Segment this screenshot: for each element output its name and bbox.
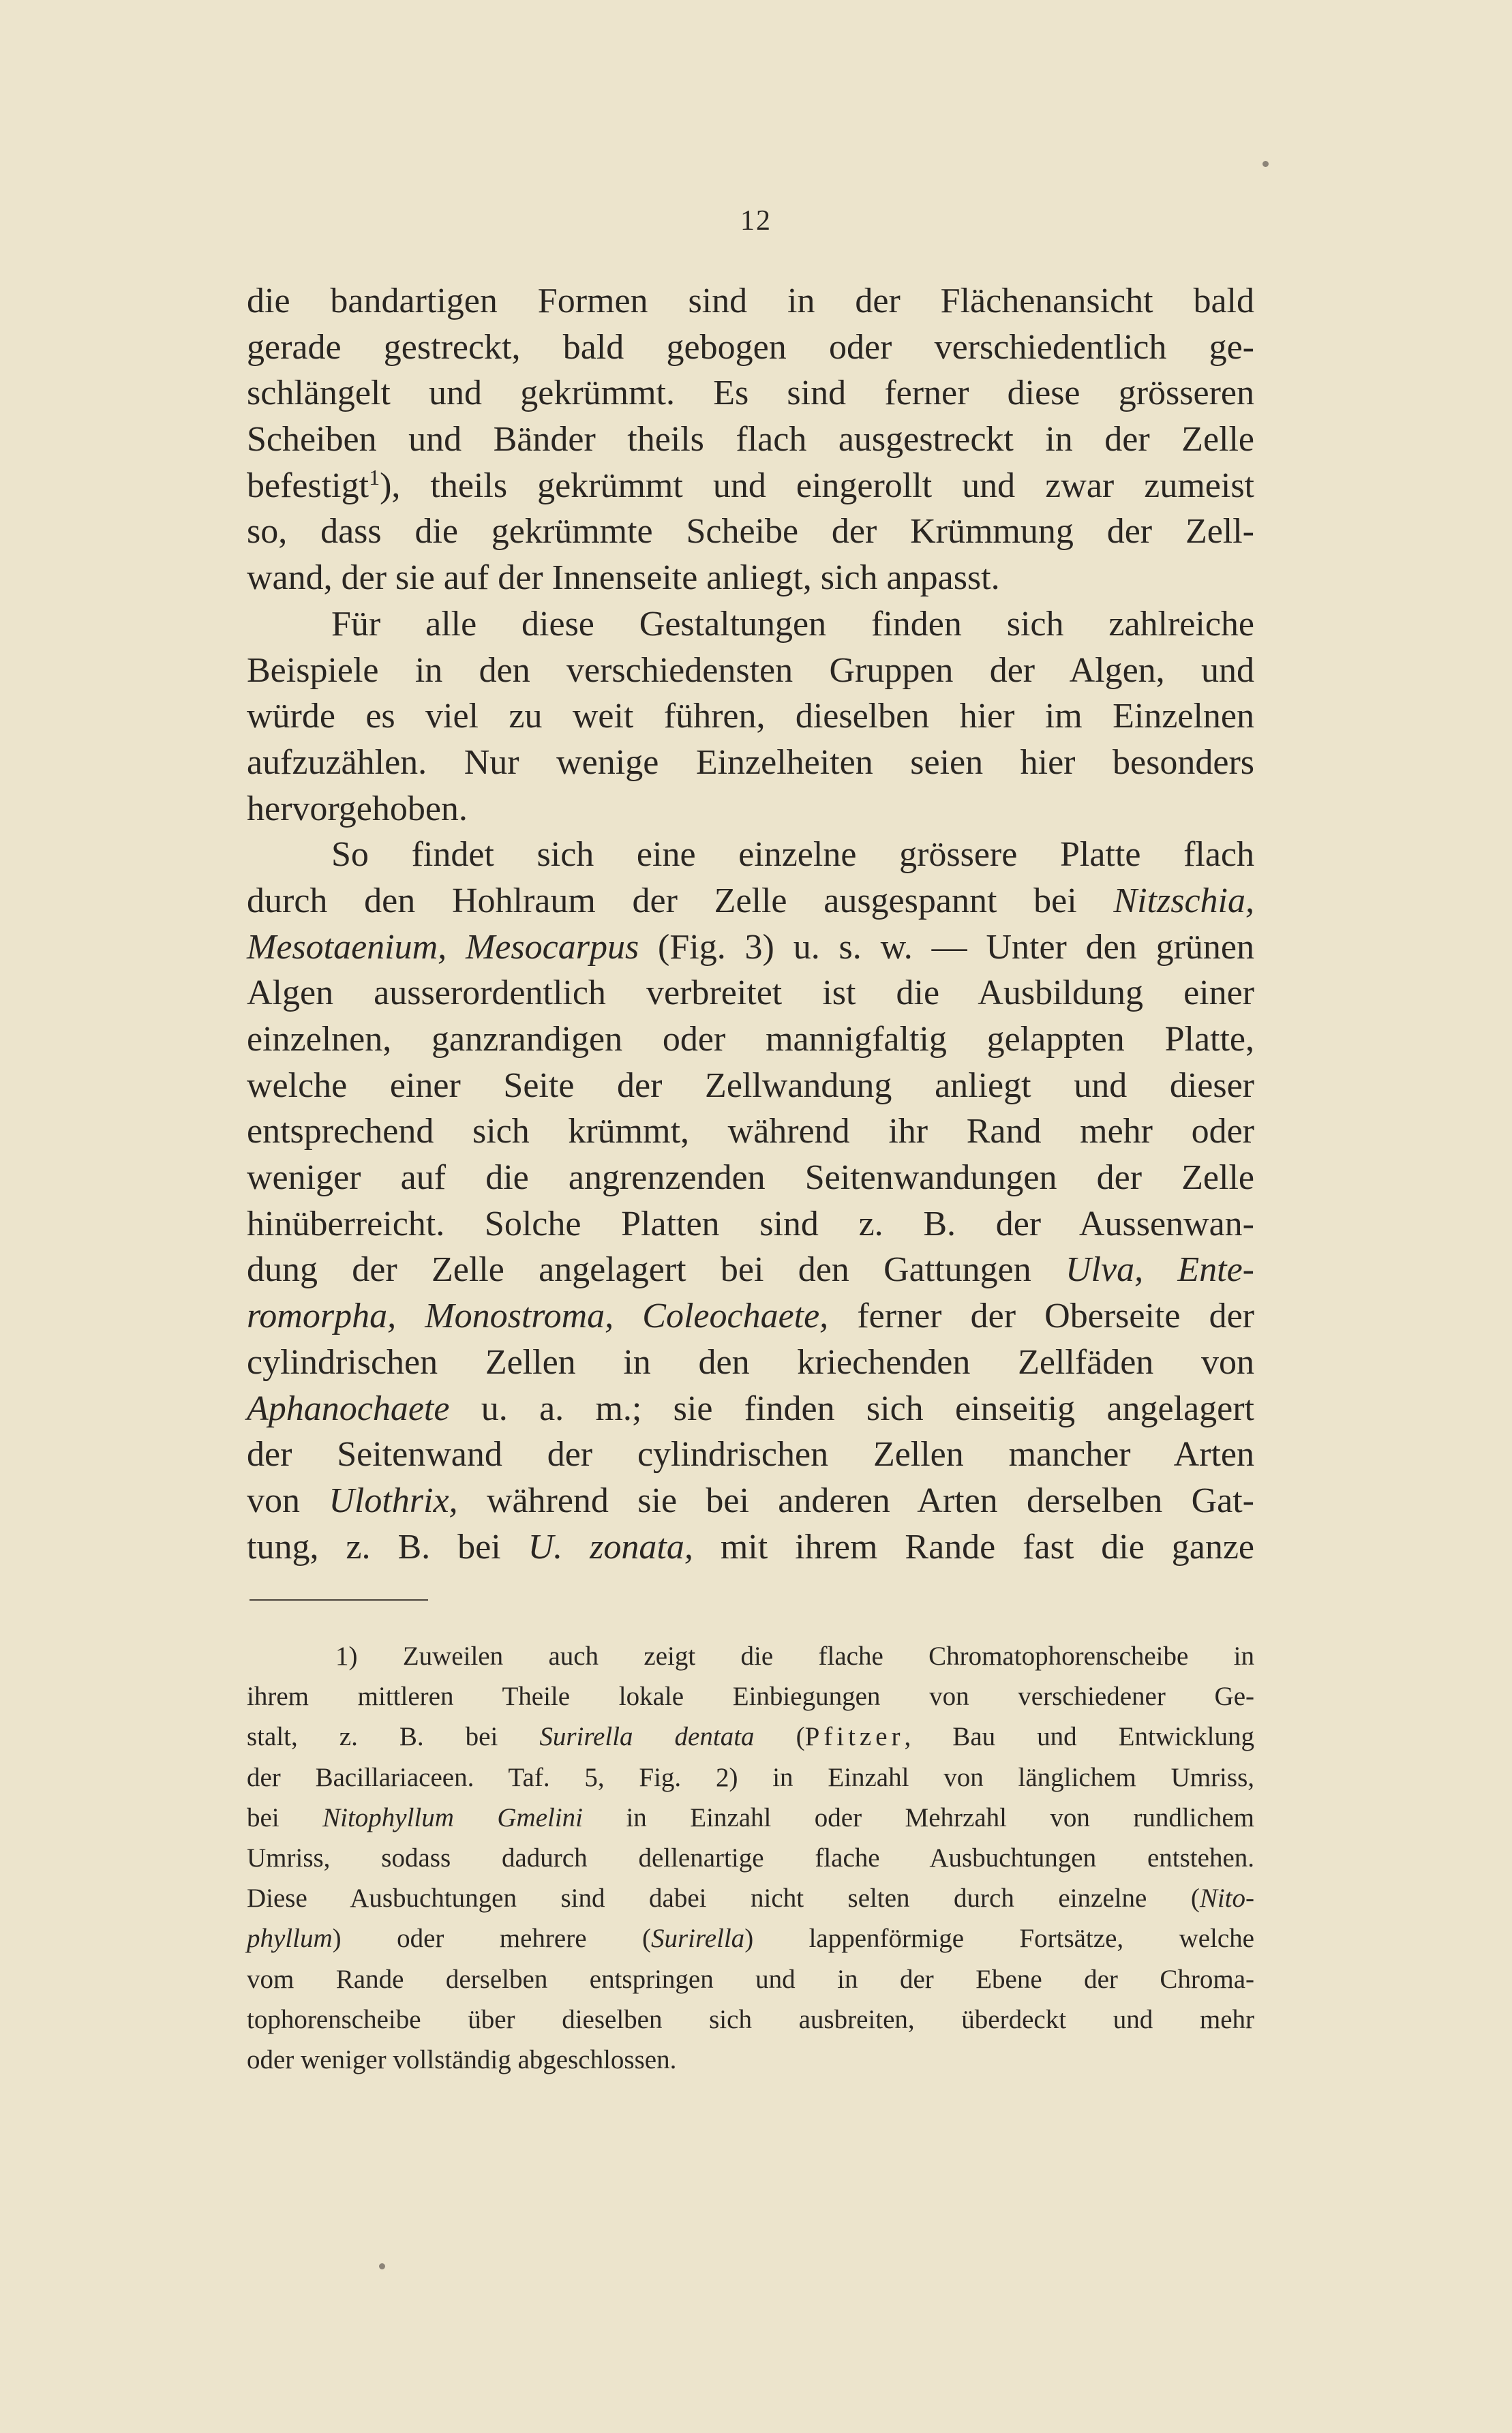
- text-line: Für alle diese Gestaltungen finden sich zahlreiche: [331, 604, 1254, 644]
- footnote: [247, 1636, 1254, 2080]
- text-line: hervorgehoben.: [247, 789, 468, 828]
- footnote-reference[interactable]: 1: [369, 464, 380, 489]
- text-fragment: (: [754, 1722, 805, 1752]
- genus-name: Ente-: [1143, 1250, 1254, 1290]
- text-fragment: stalt, z. B. bei: [247, 1722, 540, 1752]
- text-line: So findet sich eine einzelne grössere Platte flach: [331, 835, 1254, 875]
- text-line: [247, 1524, 1254, 1571]
- footnote-line: [247, 1878, 1254, 1918]
- footnote-divider: [250, 1599, 428, 1601]
- text-line: Scheiben und Bänder theils flach ausgestreckt in der Zelle: [247, 420, 1254, 459]
- body-text: [247, 278, 1254, 1570]
- footnote-line: oder weniger vollständig abgeschlossen.: [247, 2044, 677, 2074]
- species-name: Nitophyllum Gmelini: [322, 1802, 584, 1832]
- species-name: U. zonata,: [528, 1527, 693, 1567]
- footnote-line: der Bacillariaceen. Taf. 5, Fig. 2) in Einzahl von länglichem Umriss,: [247, 1762, 1254, 1792]
- footnote-line: [247, 1798, 1254, 1838]
- page-number: 12: [740, 205, 772, 237]
- text-fragment: ) lappenförmige Fortsätze, welche: [744, 1924, 1254, 1954]
- text-line: cylindrischen Zellen in den kriechenden Zellfäden von: [247, 1342, 1254, 1382]
- paper-speck: [379, 2263, 385, 2269]
- text-fragment: u. a. m.; sie finden sich einseitig angelagert: [449, 1389, 1254, 1428]
- genus-name: Surirella: [650, 1924, 745, 1954]
- text-fragment: befestigt: [247, 466, 369, 505]
- species-name: Surirella dentata: [539, 1722, 755, 1752]
- text-line: so, dass die gekrümmte Scheibe der Krümmung der Zell-: [247, 512, 1254, 551]
- text-line: Algen ausserordentlich verbreitet ist die Ausbildung einer: [247, 973, 1254, 1013]
- footnote-line: ihrem mittleren Theile lokale Einbiegungen von verschiedener Ge-: [247, 1682, 1254, 1712]
- text-line: weniger auf die angrenzenden Seitenwandungen der Zelle: [247, 1158, 1254, 1198]
- text-line: [247, 1478, 1254, 1524]
- text-line: entsprechend sich krümmt, während ihr Rand mehr oder: [247, 1112, 1254, 1151]
- genus-name: Ulva,: [1065, 1250, 1144, 1290]
- footnote-line: Umriss, sodass dadurch dellenartige flache Ausbuchtungen entstehen.: [247, 1843, 1254, 1873]
- genus-name: Mesotaenium, Mesocarpus: [247, 927, 639, 967]
- text-line: einzelnen, ganzrandigen oder mannigfaltig gelappten Platte,: [247, 1020, 1254, 1059]
- genus-name: Ulothrix,: [329, 1481, 458, 1520]
- text-line: welche einer Seite der Zellwandung anliegt und dieser: [247, 1066, 1254, 1105]
- text-line: [247, 1293, 1254, 1340]
- text-fragment: von: [247, 1481, 329, 1520]
- text-line: [247, 924, 1254, 971]
- text-fragment: tung, z. B. bei: [247, 1527, 528, 1567]
- text-line: [247, 463, 1254, 509]
- text-line: [247, 878, 1254, 924]
- text-fragment: in Einzahl oder Mehrzahl von rundlichem: [583, 1802, 1254, 1832]
- text-line: hinüberreicht. Solche Platten sind z. B. der Aussenwan-: [247, 1204, 1254, 1243]
- footnote-line: [247, 1717, 1254, 1757]
- text-line: schlängelt und gekrümmt. Es sind ferner diese grösseren: [247, 374, 1254, 413]
- text-line: [247, 1247, 1254, 1293]
- text-fragment: durch den Hohlraum der Zelle ausgespannt bei: [247, 881, 1114, 920]
- footnote-line: vom Rande derselben entspringen und in der Ebene der Chroma-: [247, 1964, 1254, 1994]
- text-line: gerade gestreckt, bald gebogen oder verschiedentlich ge-: [247, 327, 1254, 367]
- text-fragment: ) oder mehrere (: [332, 1924, 651, 1954]
- text-fragment: ), theils gekrümmt und eingerollt und zwar zumeist: [380, 466, 1254, 505]
- text-fragment: mit ihrem Rande fast die ganze: [693, 1527, 1254, 1567]
- text-line: Beispiele in den verschiedensten Gruppen der Algen, und: [247, 650, 1254, 690]
- text-line: die bandartigen Formen sind in der Flächenansicht bald: [247, 282, 1254, 320]
- genus-name: romorpha, Monostroma, Coleochaete,: [247, 1297, 829, 1336]
- text-fragment: ferner der Oberseite der: [828, 1297, 1254, 1336]
- text-line: der Seitenwand der cylindrischen Zellen mancher Arten: [247, 1435, 1254, 1475]
- text-fragment: bei: [247, 1802, 323, 1832]
- genus-name: Aphanochaete: [247, 1389, 450, 1428]
- text-fragment: dung der Zelle angelagert bei den Gattungen: [247, 1250, 1065, 1290]
- genus-name: phyllum: [247, 1924, 333, 1954]
- genus-name: Nitzschia,: [1113, 881, 1254, 920]
- text-line: wand, der sie auf der Innenseite anliegt, sich anpasst.: [247, 558, 1000, 598]
- text-line: [247, 1386, 1254, 1432]
- text-line: aufzuzählen. Nur wenige Einzelheiten seien hier besonders: [247, 742, 1254, 782]
- footnote-line: 1) Zuweilen auch zeigt die flache Chromatophorenscheibe in: [335, 1642, 1254, 1671]
- text-fragment: (Fig. 3) u. s. w. — Unter den grünen: [639, 927, 1254, 967]
- paper-speck: [1262, 161, 1269, 167]
- author-name: Pfitzer: [804, 1722, 905, 1752]
- text-fragment: , Bau und Entwicklung: [904, 1722, 1254, 1752]
- text-fragment: Diese Ausbuchtungen sind dabei nicht selten durch einzelne (: [247, 1884, 1200, 1914]
- genus-name: Nito-: [1199, 1884, 1254, 1914]
- text-fragment: während sie bei anderen Arten derselben Gat-: [457, 1481, 1254, 1520]
- text-line: würde es viel zu weit führen, dieselben hier im Einzelnen: [247, 697, 1254, 736]
- footnote-line: tophorenscheibe über dieselben sich ausbreiten, überdeckt und mehr: [247, 2004, 1254, 2034]
- footnote-line: [247, 1918, 1254, 1959]
